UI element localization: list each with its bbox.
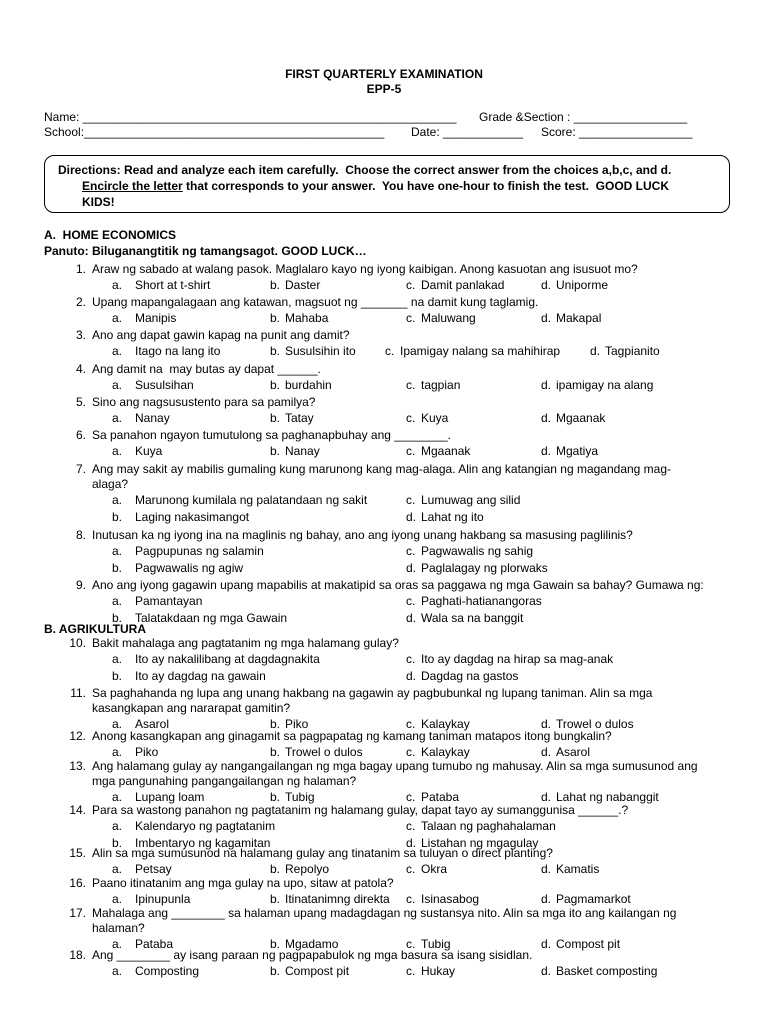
question-number: 13. [69,759,86,773]
option-letter[interactable]: d. [541,892,552,906]
question-text [60,395,315,409]
directions-line-2 [82,179,669,193]
question-stem: Ang halamang gulay ay nangangailangan ng mga bagay upang tumubo ng mahusay. Alin sa mga sumusunod ang [92,759,698,773]
question-text [60,362,321,376]
option-letter[interactable]: a. [112,790,123,804]
question-number: 8. [75,528,86,542]
question-number: 10. [69,636,86,650]
option-text: tagpian [421,378,461,392]
option-text: Lumuwag ang silid [421,493,521,507]
option-text: Nanay [135,411,170,425]
option-text: Pataba [135,937,174,951]
option-letter[interactable]: a. [112,344,123,358]
option-text: Okra [421,862,448,876]
option-text: Compost pit [556,937,621,951]
option-text: Laging nakasimangot [135,510,250,524]
option-letter[interactable]: d. [406,561,417,575]
option-letter[interactable]: b. [270,411,281,425]
option-letter[interactable]: a. [112,278,123,292]
option-text: Hukay [421,964,456,978]
option-letter[interactable]: a. [112,717,123,731]
option-text: Susulsihan [135,378,194,392]
option-text: Susulsihin ito [285,344,356,358]
question-text [60,428,451,442]
directions-underlined: Encircle the letter [82,179,183,193]
option-letter[interactable]: d. [406,510,417,524]
option-text: Ipinupunla [135,892,191,906]
option-letter[interactable]: d. [541,311,552,325]
option-text: Wala sa na banggit [421,611,524,625]
question-stem: Bakit mahalaga ang pagtatanim ng mga halamang gulay? [92,636,399,650]
option-text: Asarol [135,717,170,731]
school-field: School:_____________________________________________ [44,125,385,139]
question-text [60,948,532,962]
question-text [60,729,612,743]
option-text: Piko [135,745,159,759]
question-number: 7. [75,462,86,476]
option-letter[interactable]: d. [541,444,552,458]
option-text: Kalaykay [421,717,470,731]
date-field: Date: ____________ [411,125,524,139]
option-letter[interactable]: a. [112,493,123,507]
option-letter[interactable]: d. [541,790,552,804]
question-number: 1. [75,262,86,276]
option-text: Piko [285,717,309,731]
option-letter[interactable]: d. [541,278,552,292]
option-text: Nanay [285,444,320,458]
question-text [60,846,553,860]
score-field: Score: _________________ [541,125,693,139]
option-letter[interactable]: a. [112,652,123,666]
question-stem: Ang damit na may butas ay dapat ______. [92,362,321,376]
option-text: Compost pit [285,964,350,978]
option-text: Composting [135,964,200,978]
option-text: Tagpianito [605,344,660,358]
directions-line-2-rest: that corresponds to your answer. You have one-hour to finish the test. GOOD LUCK [182,179,669,193]
option-text: Kalendaryo ng pagtatanim [135,819,276,833]
question-text [60,759,698,773]
option-text: Pagpupunas ng salamin [135,544,264,558]
question-number: 11. [70,686,86,700]
option-letter[interactable]: b. [270,937,281,951]
option-letter[interactable]: d. [541,378,552,392]
question-stem: Ano ang dapat gawin kapag na punit ang damit? [92,328,350,342]
option-letter[interactable]: c. [406,411,416,425]
option-letter[interactable]: b. [270,311,281,325]
question-stem: Para sa wastong panahon ng pagtatanim ng halamang gulay, dapat tayo ay sumanggunisa ______.? [92,803,629,817]
option-text: Marunong kumilala ng palatandaan ng sakit [135,493,368,507]
option-text: Kalaykay [421,745,470,759]
question-stem: Anong kasangkapan ang ginagamit sa pagpapatag ng kamang taniman matapos itong bungkalin? [92,729,612,743]
option-letter[interactable]: d. [541,964,552,978]
question-number: 2. [75,295,86,309]
option-text: Ito ay nakalilibang at dagdagnakita [135,652,320,666]
question-number: 14. [69,803,86,817]
option-text: Asarol [556,745,591,759]
option-text: Isinasabog [421,892,480,906]
section-a-heading: A. HOME ECONOMICS [44,228,177,242]
option-letter[interactable]: a. [112,937,123,951]
option-letter[interactable]: b. [270,378,281,392]
option-letter[interactable]: b. [270,892,281,906]
option-text: burdahin [285,378,332,392]
question-text [60,328,350,342]
question-text-continued: alaga? [92,477,129,491]
option-text: Mgaanak [556,411,606,425]
option-text: Manipis [135,311,177,325]
option-text: Mahaba [285,311,329,325]
option-letter[interactable]: d. [541,717,552,731]
option-text: Pamantayan [135,594,203,608]
option-text: Short at t-shirt [135,278,211,292]
option-letter[interactable]: b. [112,669,123,683]
option-letter[interactable]: a. [112,964,123,978]
option-letter[interactable]: c. [406,745,416,759]
option-letter[interactable]: d. [541,411,552,425]
option-letter[interactable]: b. [270,278,281,292]
option-text: Maluwang [421,311,476,325]
option-letter[interactable]: a. [112,819,123,833]
option-letter[interactable]: a. [112,862,123,876]
option-text: Ito ay dagdag na hirap sa mag-anak [421,652,614,666]
option-text: Tubig [285,790,315,804]
question-stem: Alin sa mga sumusunod na halamang gulay ang tinatanim sa tuluyan o direct planting? [92,846,553,860]
question-number: 3. [75,328,86,342]
question-number: 15. [69,846,86,860]
option-letter[interactable]: d. [590,344,601,358]
option-text: Kamatis [556,862,600,876]
question-text-continued: kasangkapan ang nararapat gamitin? [92,701,291,715]
question-stem: Upang mapangalagaan ang katawan, magsuot ng _______ na damit kung taglamig. [92,295,539,309]
option-text: Dagdag na gastos [421,669,519,683]
option-text: Makapal [556,311,602,325]
directions-line-3: KIDS! [82,195,115,209]
option-text: Mgaanak [421,444,471,458]
option-text: Paghati-hatianangoras [421,594,542,608]
question-text [60,528,633,542]
option-letter[interactable]: c. [406,892,416,906]
section-b-heading: B. AGRIKULTURA [44,622,146,636]
option-text: Tubig [421,937,451,951]
option-letter[interactable]: d. [406,836,417,850]
option-letter[interactable]: d. [541,862,552,876]
option-text: Uniporme [556,278,609,292]
exam-subject: EPP-5 [366,82,402,96]
question-stem: Araw ng sabado at walang pasok. Maglalaro kayo ng iyong kaibigan. Anong kasuotan ang isusuot mo? [92,262,638,276]
question-text [60,636,399,650]
name-field: Name: ________________________________________________________ [44,110,457,124]
option-letter[interactable]: b. [270,717,281,731]
option-letter[interactable]: b. [112,611,123,625]
option-text: Basket composting [556,964,658,978]
option-letter[interactable]: a. [112,745,123,759]
question-text-continued: mga pangunahing pangangailangan ng halaman? [92,774,357,788]
option-letter[interactable]: a. [112,311,123,325]
question-stem: Sa panahon ngayon tumutulong sa paghanapbuhay ang ________. [92,428,451,442]
question-number: 4. [75,362,86,376]
option-letter[interactable]: d. [541,745,552,759]
option-text: Pataba [421,790,460,804]
option-text: Trowel o dulos [556,717,634,731]
option-letter[interactable]: a. [112,892,123,906]
option-text: Lahat ng nabanggit [556,790,659,804]
grade-section-field: Grade &Section : _________________ [479,110,688,124]
question-stem: Paano itinatanim ang mga gulay na upo, sitaw at patola? [92,876,394,890]
option-letter[interactable]: b. [112,561,123,575]
question-text [60,295,538,309]
question-text-continued: halaman? [92,921,145,935]
option-letter[interactable]: c. [406,493,416,507]
option-text: Daster [285,278,321,292]
option-text: Pagwawalis ng agiw [135,561,244,575]
option-letter[interactable]: c. [406,594,416,608]
option-letter[interactable]: c. [406,964,416,978]
question-stem: Ang ________ ay isang paraan ng pagpapabulok ng mga basura sa isang sisidlan. [92,948,533,962]
option-text: Kuya [135,444,163,458]
exam-title: FIRST QUARTERLY EXAMINATION [285,67,483,81]
option-letter[interactable]: b. [112,510,123,524]
option-text: Talaan ng paghahalaman [421,819,556,833]
option-letter[interactable]: c. [406,819,416,833]
option-letter[interactable]: c. [406,790,416,804]
option-text: Listahan ng mgagulay [421,836,539,850]
option-text: Imbentaryo ng kagamitan [135,836,271,850]
option-letter[interactable]: c. [406,652,416,666]
option-letter[interactable]: c. [406,717,416,731]
option-text: Damit panlakad [421,278,505,292]
option-text: Pagmamarkot [556,892,631,906]
option-text: Ipamigay nalang sa mahihirap [400,344,561,358]
question-text [60,906,676,920]
option-letter[interactable]: b. [270,862,281,876]
question-stem: Sino ang nagsusustento para sa pamilya? [92,395,316,409]
option-text: Lupang loam [135,790,205,804]
option-letter[interactable]: c. [406,937,416,951]
option-text: Tatay [285,411,314,425]
question-text [60,876,394,890]
question-number: 5. [75,395,86,409]
question-number: 12. [69,729,86,743]
option-letter[interactable]: b. [270,790,281,804]
question-number: 16. [69,876,86,890]
option-text: Trowel o dulos [285,745,363,759]
option-letter[interactable]: a. [112,444,123,458]
question-text [60,262,638,276]
option-text: ipamigay na alang [556,378,654,392]
option-text: Itinatanimng direkta [285,892,390,906]
question-text [60,803,628,817]
option-letter[interactable]: a. [112,378,123,392]
option-letter[interactable]: c. [406,544,416,558]
option-text: Kuya [421,411,449,425]
option-letter[interactable]: c. [406,311,416,325]
question-stem: Ano ang iyong gagawin upang mapabilis at makatipid sa oras sa paggawa ng mga Gawain sa bahay? Gumawa ng: [92,578,704,592]
question-number: 6. [75,428,86,442]
option-letter[interactable]: a. [112,411,123,425]
option-letter[interactable]: c. [406,278,416,292]
option-text: Petsay [135,862,172,876]
section-a-instruction: Panuto: Biluganangtitik ng tamangsagot. GOOD LUCK… [44,244,367,258]
option-letter[interactable]: b. [270,344,281,358]
option-text: Lahat ng ito [421,510,484,524]
option-letter[interactable]: d. [541,937,552,951]
option-letter[interactable]: b. [270,444,281,458]
option-letter[interactable]: d. [406,669,417,683]
question-stem: Ang may sakit ay mabilis gumaling kung marunong kang mag-alaga. Alin ang katangian ng magandang mag- [92,462,672,476]
question-stem: Inutusan ka ng iyong ina na maglinis ng bahay, ano ang iyong unang hakbang sa masusing paglilinis? [92,528,633,542]
option-text: Paglalagay ng plorwaks [421,561,548,575]
option-letter[interactable]: c. [406,862,416,876]
question-text [60,462,671,476]
option-letter[interactable]: a. [112,594,123,608]
option-letter[interactable]: c. [406,444,416,458]
option-text: Itago na lang ito [135,344,221,358]
option-text: Mgatiya [556,444,599,458]
option-letter[interactable]: a. [112,544,123,558]
option-text: Ito ay dagdag na gawain [135,669,266,683]
question-number: 17. [69,906,86,920]
question-text [60,686,652,700]
option-text: Pagwawalis ng sahig [421,544,534,558]
option-letter[interactable]: c. [385,344,395,358]
question-text [60,578,704,592]
option-letter[interactable]: d. [406,611,417,625]
question-number: 18. [69,948,86,962]
question-stem: Mahalaga ang ________ sa halaman upang madagdagan ng sustansya nito. Alin sa mga ito ang kailangan ng [92,906,677,920]
option-letter[interactable]: b. [270,745,281,759]
question-number: 9. [75,578,86,592]
directions-line-1: Directions: Read and analyze each item carefully. Choose the correct answer from the choices a,b,c, and d. [58,163,672,177]
option-letter[interactable]: b. [270,964,281,978]
option-letter[interactable]: c. [406,378,416,392]
option-text: Mgadamo [285,937,339,951]
question-stem: Sa paghahanda ng lupa ang unang hakbang na gagawin ay pagbubunkal ng lupang taniman. Alin sa mga [92,686,653,700]
option-text: Repolyo [285,862,330,876]
option-text: Talatakdaan ng mga Gawain [135,611,288,625]
option-letter[interactable]: b. [112,836,123,850]
